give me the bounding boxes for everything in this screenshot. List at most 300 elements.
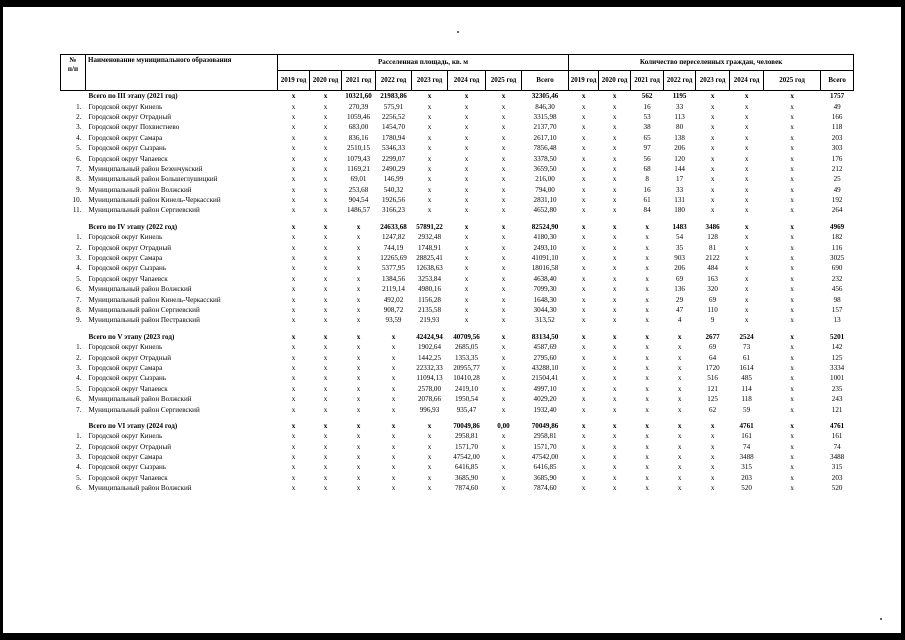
row-name: Городской округ Самара bbox=[88, 133, 163, 142]
area-value-cell: х bbox=[427, 473, 432, 482]
people-value-cell: 73 bbox=[743, 343, 751, 352]
row-name: Городской округ Кинель bbox=[88, 233, 163, 242]
people-value-cell: х bbox=[710, 442, 715, 451]
row-number: 6. bbox=[76, 484, 82, 493]
area-value-cell: 1353,35 bbox=[454, 353, 479, 362]
people-value-cell: х bbox=[744, 123, 749, 132]
area-value-cell: 22332,33 bbox=[416, 363, 443, 372]
area-value-cell: х bbox=[501, 332, 506, 341]
area-total-cell: 3315,98 bbox=[533, 112, 557, 121]
people-value-cell: х bbox=[710, 196, 715, 205]
area-value-cell: х bbox=[291, 453, 296, 462]
people-value-cell: х bbox=[677, 384, 682, 393]
row-name: Городской округ Кинель bbox=[88, 102, 163, 111]
area-value-cell: х bbox=[464, 196, 469, 205]
row-number: 6. bbox=[76, 285, 82, 294]
people-total-cell: 4761 bbox=[830, 421, 845, 430]
scan-border-bottom bbox=[0, 633, 905, 640]
people-value-cell: х bbox=[581, 196, 586, 205]
people-value-cell: х bbox=[790, 384, 794, 393]
area-value-cell: х bbox=[427, 92, 432, 101]
row-number: 4. bbox=[76, 374, 82, 383]
area-value-cell: х bbox=[391, 363, 396, 372]
people-value-cell: 4 bbox=[677, 316, 682, 325]
people-value-cell: 903 bbox=[674, 254, 685, 263]
row-name: Городской округ Отрадный bbox=[88, 243, 172, 252]
area-value-cell: х bbox=[501, 405, 506, 414]
row-number: 3. bbox=[76, 453, 82, 462]
area-value-cell: х bbox=[427, 432, 432, 441]
people-value-cell: 8 bbox=[645, 175, 649, 184]
area-value-cell: х bbox=[291, 363, 296, 372]
area-value-cell: х bbox=[323, 473, 328, 482]
people-value-cell: х bbox=[612, 154, 617, 163]
people-value-cell: х bbox=[645, 254, 649, 263]
area-value-cell: х bbox=[356, 332, 361, 341]
area-total-header: Всего bbox=[522, 71, 569, 91]
people-total-cell: 212 bbox=[831, 164, 843, 173]
table-row bbox=[61, 242, 854, 252]
table-row bbox=[61, 363, 854, 373]
people-value-cell: х bbox=[612, 442, 617, 451]
people-value-cell: х bbox=[790, 102, 794, 111]
area-total-cell: 7099,30 bbox=[533, 285, 557, 294]
people-value-cell: х bbox=[677, 432, 682, 441]
people-value-cell: 3486 bbox=[705, 222, 720, 231]
people-value-cell: 33 bbox=[676, 185, 684, 194]
row-number: 7. bbox=[76, 295, 82, 304]
people-total-cell: 232 bbox=[831, 274, 843, 283]
area-value-cell: х bbox=[427, 102, 432, 111]
people-value-cell: х bbox=[645, 222, 649, 231]
area-value-cell: х bbox=[356, 254, 361, 263]
people-total-cell: 456 bbox=[831, 285, 843, 294]
area-total-cell: 3044,30 bbox=[533, 306, 557, 314]
area-value-cell: 20955,77 bbox=[453, 363, 480, 372]
people-total-cell: 1001 bbox=[830, 374, 845, 383]
people-value-cell: х bbox=[612, 264, 617, 273]
people-value-cell: 131 bbox=[674, 196, 685, 205]
area-value-cell: х bbox=[464, 295, 469, 304]
people-value-cell: 136 bbox=[674, 285, 685, 294]
people-value-cell: х bbox=[744, 102, 749, 111]
people-year-header: 2023 год bbox=[696, 71, 730, 91]
area-value-cell: х bbox=[391, 432, 396, 441]
table-row bbox=[61, 101, 854, 111]
area-value-cell: х bbox=[291, 384, 296, 393]
people-value-cell: х bbox=[710, 421, 715, 430]
area-total-cell: 2831,10 bbox=[533, 196, 557, 205]
people-value-cell: х bbox=[581, 306, 586, 314]
people-value-cell: 485 bbox=[741, 374, 752, 383]
area-value-cell: х bbox=[323, 405, 328, 414]
area-value-cell: х bbox=[391, 473, 396, 482]
area-value-cell: х bbox=[291, 274, 296, 283]
area-value-cell: 836,16 bbox=[348, 133, 369, 142]
area-value-cell: х bbox=[356, 274, 361, 283]
people-value-cell: 4761 bbox=[739, 421, 754, 430]
table-row bbox=[61, 185, 854, 195]
scan-border-top bbox=[0, 0, 905, 7]
people-total-cell: 3334 bbox=[830, 363, 845, 372]
row-name: Городской округ Сызрань bbox=[88, 463, 167, 472]
area-value-cell: х bbox=[291, 343, 296, 352]
area-value-cell: х bbox=[501, 306, 506, 314]
people-value-cell: х bbox=[790, 363, 794, 372]
area-value-cell: 2419,10 bbox=[454, 384, 479, 393]
people-value-cell: х bbox=[581, 332, 586, 341]
table-row bbox=[61, 174, 854, 184]
row-number: 10. bbox=[72, 196, 82, 205]
row-number: 5. bbox=[76, 384, 82, 393]
people-value-cell: х bbox=[790, 274, 794, 283]
area-year-header: 2022 год bbox=[376, 71, 412, 91]
people-value-cell: х bbox=[677, 484, 682, 493]
people-value-cell: х bbox=[612, 343, 617, 352]
table-row bbox=[61, 143, 854, 153]
area-value-cell: х bbox=[356, 421, 361, 430]
people-value-cell: х bbox=[677, 473, 682, 482]
row-number: 8. bbox=[76, 306, 82, 314]
area-value-cell: 2299,07 bbox=[381, 154, 406, 163]
people-value-cell: х bbox=[581, 421, 586, 430]
row-name: Муниципальный район Волжский bbox=[88, 285, 192, 294]
row-name: Муниципальный район Сергиевский bbox=[88, 206, 200, 215]
people-value-cell: х bbox=[612, 196, 617, 205]
area-value-cell: х bbox=[501, 123, 506, 132]
area-value-cell: х bbox=[291, 421, 296, 430]
people-value-cell: х bbox=[581, 353, 586, 362]
row-number: 4. bbox=[76, 133, 82, 142]
area-value-cell: х bbox=[323, 295, 328, 304]
people-value-cell: х bbox=[645, 285, 649, 294]
area-value-cell: х bbox=[356, 243, 361, 252]
people-value-cell: х bbox=[581, 102, 586, 111]
people-value-cell: 61 bbox=[643, 196, 651, 205]
row-number: 5. bbox=[76, 144, 82, 153]
people-value-cell: х bbox=[645, 463, 649, 472]
people-value-cell: х bbox=[744, 154, 749, 163]
people-value-cell: х bbox=[581, 254, 586, 263]
area-total-cell: 3685,90 bbox=[533, 473, 557, 482]
row-number: 11. bbox=[72, 206, 82, 215]
people-value-cell: х bbox=[581, 374, 586, 383]
area-total-cell: 21504,41 bbox=[531, 374, 559, 383]
row-number: 1. bbox=[76, 233, 82, 242]
people-value-cell: 47 bbox=[676, 306, 684, 314]
people-value-cell: х bbox=[612, 484, 617, 493]
table-row bbox=[61, 315, 854, 325]
people-value-cell: х bbox=[612, 164, 617, 173]
row-name: Городской округ Сызрань bbox=[88, 144, 167, 153]
people-value-cell: 138 bbox=[674, 133, 685, 142]
people-value-cell: х bbox=[790, 332, 794, 341]
area-value-cell: х bbox=[291, 164, 296, 173]
area-value-cell: х bbox=[323, 363, 328, 372]
table-header bbox=[61, 55, 854, 91]
row-name: Городской округ Чапаевск bbox=[88, 384, 168, 393]
area-value-cell: х bbox=[427, 164, 432, 173]
area-value-cell: х bbox=[501, 285, 506, 294]
area-value-cell: х bbox=[291, 206, 296, 215]
people-value-cell: 114 bbox=[741, 384, 752, 393]
people-value-cell: 2122 bbox=[705, 254, 720, 263]
area-value-cell: х bbox=[427, 421, 432, 430]
people-value-cell: х bbox=[677, 405, 682, 414]
area-value-cell: х bbox=[356, 363, 361, 372]
people-value-cell: х bbox=[710, 473, 715, 482]
row-number: 7. bbox=[76, 164, 82, 173]
people-value-cell: х bbox=[790, 405, 794, 414]
area-value-cell: х bbox=[464, 164, 469, 173]
table-row bbox=[61, 195, 854, 205]
area-value-cell: х bbox=[323, 222, 328, 231]
area-value-cell: 1079,43 bbox=[346, 154, 371, 163]
area-value-cell: 1059,46 bbox=[346, 112, 371, 121]
area-value-cell: х bbox=[427, 185, 432, 194]
area-value-cell: х bbox=[501, 206, 506, 215]
area-value-cell: х bbox=[323, 442, 328, 451]
people-value-cell: х bbox=[790, 343, 794, 352]
table-body bbox=[61, 91, 854, 494]
area-value-cell: х bbox=[323, 374, 328, 383]
people-value-cell: 2524 bbox=[739, 332, 754, 341]
row-name: Городской округ Отрадный bbox=[88, 442, 172, 451]
area-value-cell: 24633,68 bbox=[380, 222, 407, 231]
row-name: Городской округ Самара bbox=[88, 254, 163, 263]
people-value-cell: х bbox=[677, 332, 682, 341]
area-value-cell: х bbox=[291, 222, 296, 231]
row-number: 3. bbox=[76, 123, 82, 132]
area-value-cell: х bbox=[291, 353, 296, 362]
area-value-cell: 0,00 bbox=[497, 421, 510, 430]
area-value-cell: х bbox=[323, 453, 328, 462]
area-value-cell: 540,32 bbox=[383, 185, 404, 194]
people-value-cell: х bbox=[790, 295, 794, 304]
area-value-cell: х bbox=[391, 442, 396, 451]
people-value-cell: х bbox=[612, 405, 617, 414]
people-value-cell: х bbox=[790, 112, 794, 121]
people-value-cell: х bbox=[612, 374, 617, 383]
area-value-cell: х bbox=[464, 154, 469, 163]
area-value-cell: 146,99 bbox=[383, 175, 404, 184]
area-value-cell: х bbox=[323, 175, 328, 184]
people-value-cell: х bbox=[581, 154, 586, 163]
people-value-cell: х bbox=[710, 453, 715, 462]
area-value-cell: х bbox=[323, 384, 328, 393]
people-total-cell: 192 bbox=[831, 196, 843, 205]
table-row bbox=[61, 122, 854, 132]
people-value-cell: х bbox=[710, 154, 715, 163]
people-value-cell: х bbox=[581, 222, 586, 231]
area-value-cell: 1247,82 bbox=[381, 233, 406, 242]
row-number bbox=[61, 332, 86, 342]
people-value-cell: 33 bbox=[676, 102, 684, 111]
area-value-cell: 1486,57 bbox=[346, 206, 371, 215]
row-name: Муниципальный район Сергиевский bbox=[88, 405, 200, 414]
people-value-cell: х bbox=[581, 285, 586, 294]
people-value-cell: х bbox=[790, 196, 794, 205]
people-value-cell: х bbox=[677, 442, 682, 451]
area-value-cell: 3166,23 bbox=[381, 206, 406, 215]
people-value-cell: х bbox=[612, 395, 617, 404]
area-value-cell: 2490,29 bbox=[381, 164, 406, 173]
people-value-cell: 562 bbox=[641, 92, 653, 101]
area-value-cell: х bbox=[464, 222, 469, 231]
people-value-cell: 125 bbox=[707, 395, 718, 404]
stage-total-row bbox=[61, 332, 854, 342]
people-value-cell: х bbox=[744, 295, 749, 304]
people-year-header: 2021 год bbox=[631, 71, 664, 91]
people-value-cell: 163 bbox=[707, 274, 718, 283]
people-total-cell: 4969 bbox=[830, 222, 845, 231]
area-value-cell: 4980,16 bbox=[417, 285, 442, 294]
people-value-cell: х bbox=[581, 442, 586, 451]
table-row bbox=[61, 394, 854, 404]
people-total-cell: 520 bbox=[831, 484, 843, 493]
people-value-cell: 120 bbox=[674, 154, 685, 163]
stage-total-row bbox=[61, 91, 854, 102]
table-row bbox=[61, 294, 854, 304]
area-value-cell: 683,00 bbox=[348, 123, 369, 132]
row-number: 7. bbox=[76, 405, 82, 414]
area-value-cell: х bbox=[464, 306, 469, 314]
people-value-cell: х bbox=[790, 421, 794, 430]
people-value-cell: х bbox=[612, 285, 617, 294]
area-value-cell: х bbox=[323, 484, 328, 493]
people-value-cell: х bbox=[677, 353, 682, 362]
area-value-cell: х bbox=[464, 102, 469, 111]
area-value-cell: х bbox=[391, 395, 396, 404]
people-value-cell: х bbox=[710, 164, 715, 173]
table-row bbox=[61, 342, 854, 352]
area-value-cell: х bbox=[464, 92, 469, 101]
people-value-cell: х bbox=[790, 185, 794, 194]
people-total-cell: 243 bbox=[831, 395, 843, 404]
area-value-cell: 47542,00 bbox=[453, 453, 480, 462]
area-value-cell: х bbox=[391, 332, 396, 341]
people-value-cell: 64 bbox=[709, 353, 717, 362]
people-value-cell: 121 bbox=[707, 384, 718, 393]
area-value-cell: 28825,41 bbox=[416, 254, 443, 263]
people-value-cell: х bbox=[710, 432, 715, 441]
people-value-cell: х bbox=[790, 442, 794, 451]
area-value-cell: 3685,90 bbox=[454, 473, 479, 482]
area-value-cell: 1571,70 bbox=[454, 442, 479, 451]
row-name: Муниципальный район Пестравский bbox=[88, 316, 200, 325]
people-value-cell: 206 bbox=[674, 264, 685, 273]
people-value-cell: х bbox=[790, 264, 794, 273]
people-value-cell: 56 bbox=[643, 154, 651, 163]
area-total-cell: 3378,50 bbox=[533, 154, 557, 163]
row-name: Муниципальный район Безенчукский bbox=[88, 164, 203, 173]
people-value-cell: х bbox=[612, 432, 617, 441]
area-value-cell: х bbox=[356, 316, 361, 325]
people-value-cell: х bbox=[612, 233, 617, 242]
people-total-cell: 142 bbox=[831, 343, 843, 352]
area-total-cell: 41091,10 bbox=[531, 254, 559, 263]
area-value-cell: х bbox=[323, 332, 328, 341]
area-value-cell: 5346,33 bbox=[381, 144, 406, 153]
area-value-cell: 2932,48 bbox=[417, 233, 442, 242]
people-year-header: 2022 год bbox=[664, 71, 696, 91]
people-value-cell: х bbox=[744, 175, 749, 184]
area-value-cell: х bbox=[501, 274, 506, 283]
people-value-cell: х bbox=[581, 175, 586, 184]
area-value-cell: 575,91 bbox=[383, 102, 404, 111]
area-value-cell: х bbox=[427, 144, 432, 153]
people-total-cell: 3488 bbox=[830, 453, 845, 462]
people-value-cell: х bbox=[612, 175, 617, 184]
people-value-cell: х bbox=[790, 306, 794, 314]
area-value-cell: х bbox=[356, 353, 361, 362]
area-value-cell: 10321,60 bbox=[345, 92, 372, 101]
people-value-cell: х bbox=[645, 264, 649, 273]
people-value-cell: х bbox=[581, 316, 586, 325]
area-total-cell: 4180,30 bbox=[533, 233, 557, 242]
area-value-cell: 1780,94 bbox=[381, 133, 406, 142]
people-value-cell: х bbox=[612, 353, 617, 362]
people-value-cell: х bbox=[581, 144, 586, 153]
row-number: 8. bbox=[76, 175, 82, 184]
area-value-cell: х bbox=[323, 463, 328, 472]
area-value-cell: 93,59 bbox=[385, 316, 402, 325]
people-year-header: 2024 год bbox=[730, 71, 764, 91]
people-value-cell: х bbox=[790, 133, 794, 142]
row-number: 5. bbox=[76, 473, 82, 482]
people-value-cell: 81 bbox=[709, 243, 717, 252]
row-number: 6. bbox=[76, 395, 82, 404]
area-value-cell: 7874,60 bbox=[454, 484, 479, 493]
row-number: 5. bbox=[76, 274, 82, 283]
people-value-cell: х bbox=[790, 453, 794, 462]
row-number: 1. bbox=[76, 343, 82, 352]
area-value-cell: х bbox=[356, 453, 361, 462]
people-value-cell: х bbox=[645, 274, 649, 283]
people-value-cell: 1195 bbox=[672, 92, 687, 101]
area-value-cell: х bbox=[501, 363, 506, 372]
area-value-cell: х bbox=[291, 196, 296, 205]
area-value-cell: х bbox=[323, 264, 328, 273]
area-value-cell: х bbox=[291, 295, 296, 304]
row-number: 3. bbox=[76, 254, 82, 263]
people-value-cell: х bbox=[744, 112, 749, 121]
people-value-cell: х bbox=[612, 133, 617, 142]
people-value-cell: х bbox=[645, 421, 649, 430]
people-value-cell: 203 bbox=[741, 473, 752, 482]
area-value-cell: х bbox=[391, 343, 396, 352]
area-total-cell: 7874,60 bbox=[533, 484, 557, 493]
area-value-cell: х bbox=[356, 264, 361, 273]
area-value-cell: х bbox=[501, 442, 506, 451]
row-name: Городской округ Сызрань bbox=[88, 374, 167, 383]
people-value-cell: х bbox=[710, 123, 715, 132]
people-value-cell: х bbox=[581, 264, 586, 273]
area-value-cell: х bbox=[291, 306, 296, 314]
people-value-cell: х bbox=[744, 285, 749, 294]
people-value-cell: 80 bbox=[676, 123, 684, 132]
row-name: Городской округ Чапаевск bbox=[88, 473, 168, 482]
area-value-cell: 744,19 bbox=[383, 243, 404, 252]
area-value-cell: х bbox=[501, 185, 506, 194]
area-value-cell: х bbox=[427, 175, 432, 184]
area-value-cell: х bbox=[291, 463, 296, 472]
people-value-cell: х bbox=[612, 243, 617, 252]
area-total-cell: 6416,85 bbox=[533, 463, 557, 472]
row-name: Всего по III этапу (2021 год) bbox=[88, 92, 178, 101]
people-value-cell: х bbox=[744, 243, 749, 252]
people-value-cell: х bbox=[581, 384, 586, 393]
